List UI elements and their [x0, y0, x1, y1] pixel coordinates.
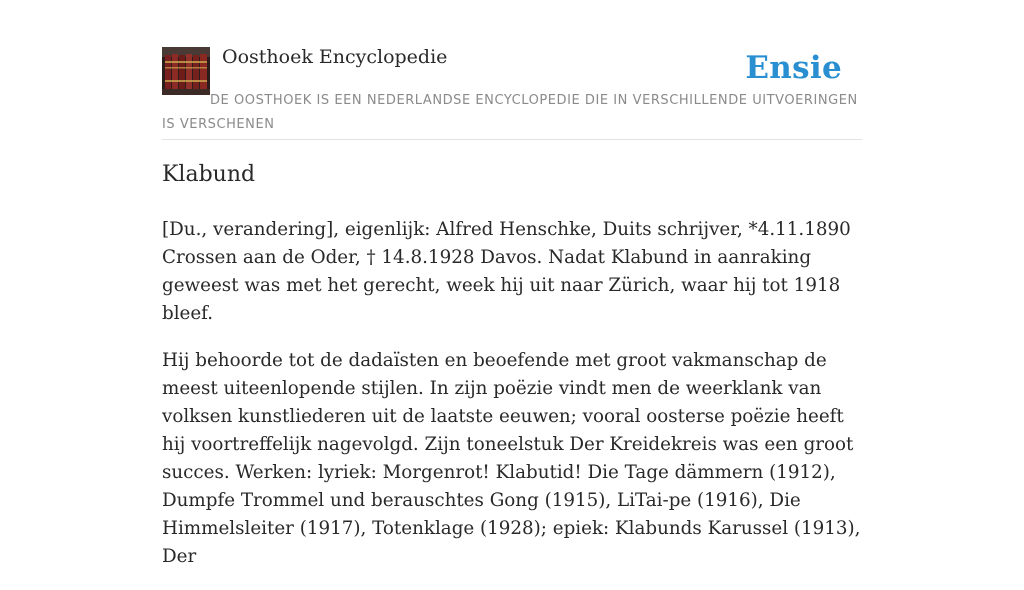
article-body — [162, 216, 862, 590]
publication-name[interactable]: Oosthoek Encyclopedie — [222, 46, 448, 68]
page-container — [162, 0, 862, 567]
article-paragraph: Hij behoorde tot de dadaïsten en beoefende met groot vakmanschap de meest uiteenlopende stijlen. In zijn poëzie vindt men de weerklank van volksen kunstliederen uit de laatste eeuwen; vooral oosterse poëzie heeft hij voortreffelijk nagevolgd. Zijn toneelstuk Der Kreidekreis was een groot succes. Werken: lyriek: Morgenrot! Klabutid! Die Tage dämmern (1912), Dumpfe Trommel und berauschtes Gong (1915), LiTai-pe (1916), Die Himmelsleiter (1917), Totenklage (1928); epiek: Klabunds Karussel (1913), Der — [162, 350, 861, 567]
site-header — [162, 0, 862, 140]
article-paragraph: [Du., verandering], eigenlijk: Alfred Henschke, Duits schrijver, *4.11.1890 Crossen aan de Oder, † 14.8.1928 Davos. Nadat Klabund in aanraking geweest was met het gerecht, week hij uit naar Zürich, waar hij tot 1918 bleef. — [162, 219, 851, 324]
article-title: Klabund — [162, 162, 256, 187]
publication-avatar[interactable] — [162, 47, 210, 95]
brand-logo[interactable]: Ensie — [745, 50, 842, 86]
publication-tagline: DE OOSTHOEK IS EEN NEDERLANDSE ENCYCLOPEDIE DIE IN VERSCHILLENDE UITVOERINGEN IS VERSCHENEN — [162, 93, 858, 132]
books-icon — [162, 47, 210, 95]
